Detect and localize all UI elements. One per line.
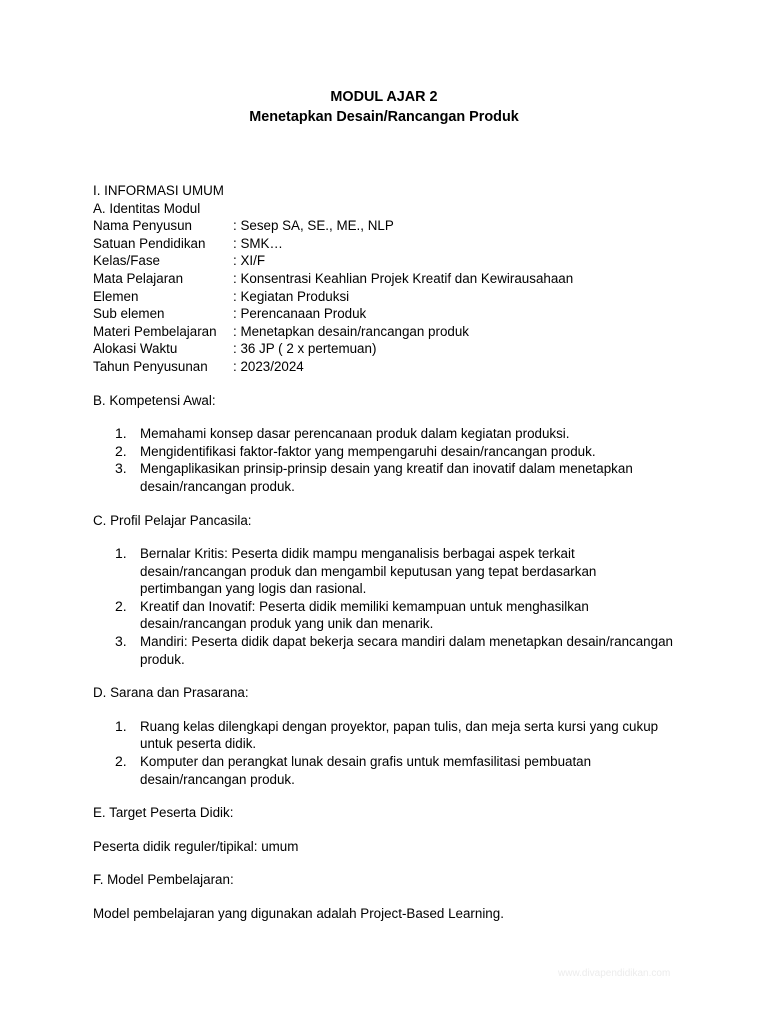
section-i-heading: I. INFORMASI UMUM [93,183,224,198]
list-number: 2. [115,597,127,614]
identity-row [93,288,693,306]
identity-value: : 2023/2024 [233,358,304,374]
list-item [93,753,680,788]
identity-label: Mata Pelajaran [93,270,184,286]
section-b-heading: B. Kompetensi Awal: [93,392,216,408]
identity-label: Materi Pembelajaran [93,323,217,339]
list-item [93,460,680,495]
section-b-list [93,425,693,495]
section-e-heading: E. Target Peserta Didik: [93,805,234,821]
identity-label: Alokasi Waktu [93,341,178,357]
list-number: 3. [115,460,127,477]
identity-value: : Kegiatan Produksi [233,288,350,304]
title-block [0,87,768,127]
section-c-list [93,545,693,668]
list-text: Komputer dan perangkat lunak desain grafis untuk memfasilitasi pembuatan desain/rancangan produk. [140,754,592,787]
identity-value: : XI/F [233,253,265,269]
identity-label: Tahun Penyusunan [93,358,208,374]
list-text: Mengaplikasikan prinsip-prinsip desain yang kreatif dan inovatif dalam menetapkan desain/rancangan produk. [140,461,633,494]
section-a-heading: A. Identitas Modul [93,200,201,216]
identity-value: : 36 JP ( 2 x pertemuan) [233,341,377,357]
identity-row [93,358,693,376]
list-number: 3. [115,633,127,650]
list-number: 1. [115,545,127,562]
doc-title: MODUL AJAR 2 [330,89,438,105]
list-item [93,545,680,598]
section-e-text: Peserta didik reguler/tipikal: umum [93,838,299,854]
watermark: www.divapendidikan.com [558,968,671,979]
document-body [93,182,693,923]
list-item [93,598,680,633]
list-item [93,443,680,461]
identity-row [93,340,693,358]
section-c-heading: C. Profil Pelajar Pancasila: [93,512,252,528]
identity-value: : Konsentrasi Keahlian Projek Kreatif dan Kewirausahaan [233,270,574,286]
identity-row [93,252,693,270]
identity-value: : Sesep SA, SE., ME., NLP [233,218,394,234]
identity-label: Kelas/Fase [93,253,160,269]
list-text: Kreatif dan Inovatif: Peserta didik memiliki kemampuan untuk menghasilkan desain/rancangan produk yang unik dan menarik. [140,598,589,632]
section-f-text: Model pembelajaran yang digunakan adalah Project-Based Learning. [93,906,504,921]
identity-row [93,235,693,253]
doc-subtitle: Menetapkan Desain/Rancangan Produk [249,109,519,125]
list-text: Bernalar Kritis: Peserta didik mampu menganalisis berbagai aspek terkait desain/rancangan produk dan mengambil keputusan yang tepat berdasarkan pertimbangan yang logis dan rasional. [140,546,597,597]
identity-value: : SMK… [233,235,283,251]
identity-table [93,217,693,375]
identity-row [93,323,693,341]
list-item [93,633,680,668]
list-item [93,425,680,443]
identity-row [93,270,693,288]
list-number: 2. [115,753,127,770]
identity-value: : Menetapkan desain/rancangan produk [233,323,469,339]
section-d-list [93,718,693,788]
list-number: 2. [115,442,127,459]
identity-label: Sub elemen [93,306,165,322]
section-f-heading: F. Model Pembelajaran: [93,872,234,888]
identity-label: Nama Penyusun [93,218,192,234]
list-number: 1. [115,425,127,442]
list-text: Ruang kelas dilengkapi dengan proyektor, papan tulis, dan meja serta kursi yang cukup untuk peserta didik. [140,718,659,752]
list-item [93,718,680,753]
list-text: Memahami konsep dasar perencanaan produk dalam kegiatan produksi. [140,426,570,442]
identity-label: Elemen [93,288,139,304]
identity-value: : Perencanaan Produk [233,306,367,322]
section-d-heading: D. Sarana dan Prasarana: [93,685,249,701]
identity-label: Satuan Pendidikan [93,235,206,251]
list-text: Mengidentifikasi faktor-faktor yang mempengaruhi desain/rancangan produk. [140,443,596,459]
list-number: 1. [115,717,127,734]
list-text: Mandiri: Peserta didik dapat bekerja secara mandiri dalam menetapkan desain/rancangan produk. [140,634,673,667]
identity-row [93,217,693,235]
identity-row [93,305,693,323]
